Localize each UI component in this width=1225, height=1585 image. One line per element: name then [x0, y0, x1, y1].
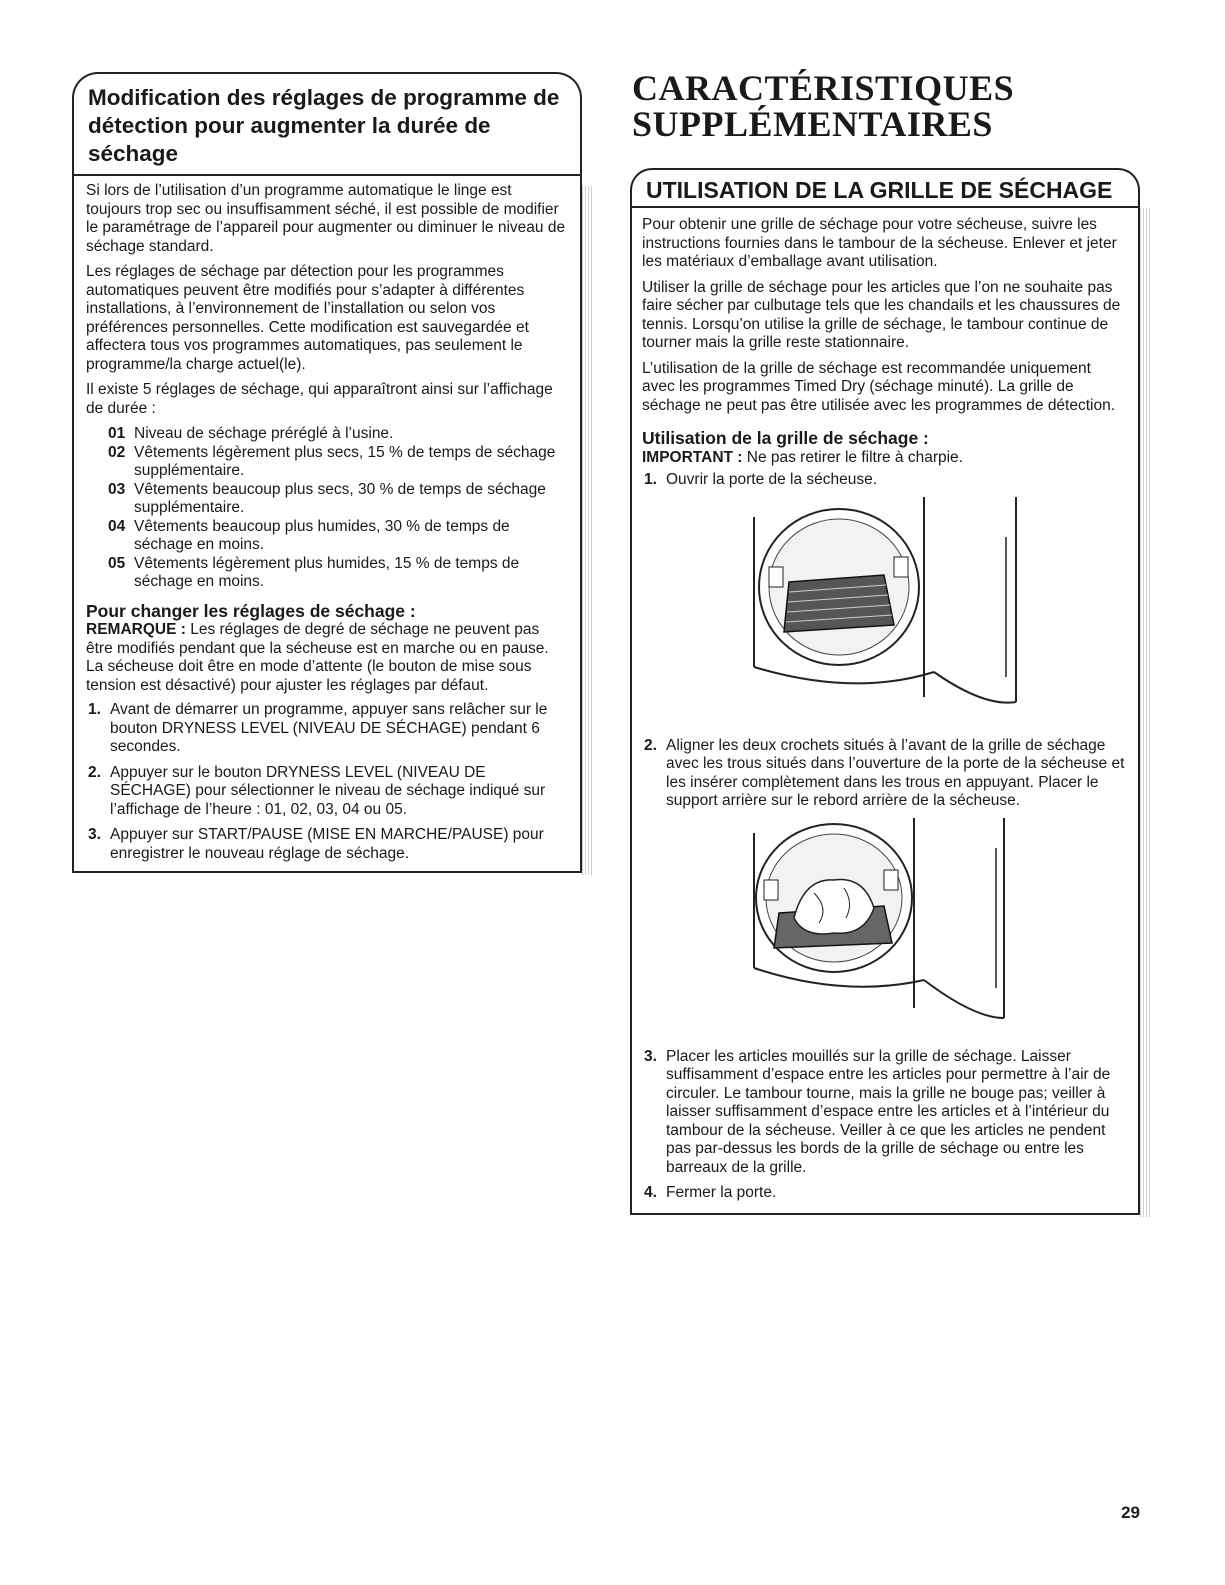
level-text: Vêtements légèrement plus humides, 15 % de temps de séchage en moins.: [134, 554, 520, 590]
dryer-open-door-illustration: [642, 497, 1126, 727]
section-header: [72, 72, 582, 174]
important-label: IMPORTANT :: [642, 448, 743, 466]
list-item: [108, 481, 568, 518]
step-number: 1.: [88, 701, 101, 718]
step-number: 2.: [644, 736, 657, 754]
subheading: Utilisation de la grille de séchage :: [642, 428, 929, 448]
step-number: 2.: [88, 763, 101, 781]
step-list: [86, 701, 568, 863]
step-text: Avant de démarrer un programme, appuyer sans relâcher sur le bouton DRYNESS LEVEL (NIVEAU DE SÉCHAGE) pendant 6 secondes.: [110, 701, 548, 755]
shadow-decoration: [1140, 208, 1150, 1217]
additional-features-section: [620, 70, 1140, 1215]
paragraph: Il existe 5 réglages de séchage, qui apparaîtront ainsi sur l’affichage de durée :: [86, 381, 553, 417]
level-code: 04: [108, 517, 126, 535]
list-item: [86, 826, 568, 863]
step-text: Placer les articles mouillés sur la grille de séchage. Laisser suffisamment d’espace entre les articles pour permettre à l’air de circuler. Le tambour tourne, mais la grille ne bouge pas; veiller à laisser suffisamment d’espace entre les articles et à l’intérieur du tambour de la sécheuse. Veiller à ce que les articles ne pendent pas par-dessus les bords de la grille de séchage ou entre les barreaux de la grille.: [666, 1047, 1111, 1176]
list-item: [642, 471, 1126, 490]
list-item: [108, 518, 568, 555]
level-code: 03: [108, 480, 126, 498]
step-number: 3.: [644, 1047, 657, 1065]
section-body: [72, 174, 582, 873]
title-line: CARACTÉRISTIQUES: [632, 68, 1015, 108]
dryness-settings-section: [72, 72, 582, 873]
level-text: Vêtements beaucoup plus humides, 30 % de temps de séchage en moins.: [134, 517, 510, 553]
section-body: [630, 206, 1140, 1215]
shadow-decoration: [582, 186, 594, 875]
step-number: 1.: [644, 471, 657, 488]
list-item: [86, 701, 568, 757]
section-title: UTILISATION DE LA GRILLE DE SÉCHAGE: [646, 177, 1113, 203]
list-item: [86, 764, 568, 820]
title-line: SUPPLÉMENTAIRES: [632, 104, 993, 144]
paragraph: Pour obtenir une grille de séchage pour votre sécheuse, suivre les instructions fournies dans le tambour de la sécheuse. Enlever et jeter les matériaux d’emballage avant utilisation.: [642, 216, 1117, 270]
list-item: [642, 737, 1126, 811]
level-code: 05: [108, 554, 126, 572]
list-item: [642, 1184, 1126, 1203]
note-label: REMARQUE :: [86, 621, 186, 638]
page-title: [632, 70, 1140, 142]
step-number: 4.: [644, 1184, 657, 1201]
step-text: Ouvrir la porte de la sécheuse.: [666, 471, 878, 488]
list-item: [108, 555, 568, 592]
paragraph: Utiliser la grille de séchage pour les articles que l’on ne souhaite pas faire sécher par culbutage tels que les chandails et les chaussures de tennis. Lorsqu’on utilise la grille de séchage, le tambour continue de tourner mais la grille reste stationnaire.: [642, 278, 1121, 351]
level-text: Vêtements beaucoup plus secs, 30 % de temps de séchage supplémentaire.: [134, 480, 546, 516]
list-item: [108, 444, 568, 481]
step-text: Appuyer sur le bouton DRYNESS LEVEL (NIVEAU DE SÉCHAGE) pour sélectionner le niveau de séchage indiqué sur l’affichage de l’heure : 01, 02, 03, 04 ou 05.: [110, 763, 546, 818]
page-number: 29: [1121, 1503, 1140, 1522]
list-item: [642, 1048, 1126, 1178]
paragraph: Les réglages de séchage par détection pour les programmes automatiques peuvent être modifiés pour s’adapter à différentes installations, à l’environnement de l’installation ou selon vos préférences personnelles. Cette modification est sauvegardée et affectera tous vos programmes automatiques, pas seulement le programme/la charge actuel(le).: [86, 263, 529, 373]
section-header: [630, 168, 1140, 206]
dryer-rack-items-illustration: [642, 818, 1126, 1038]
step-text: Fermer la porte.: [666, 1184, 777, 1201]
section-title: Modification des réglages de programme de détection pour augmenter la durée de séchage: [88, 85, 560, 166]
subheading: Pour changer les réglages de séchage :: [86, 600, 416, 621]
level-code: 01: [108, 425, 126, 442]
dryer-rack-illustration: [734, 497, 1034, 727]
note-text: Les réglages de degré de séchage ne peuvent pas être modifiés pendant que la sécheuse est en marche ou en pause. La sécheuse doit être en mode d’attente (le bouton de mise sous tension est désactivé) pour ajuster les réglages par défaut.: [86, 621, 549, 694]
level-text: Vêtements légèrement plus secs, 15 % de temps de séchage supplémentaire.: [134, 443, 556, 479]
dryer-rack-clothes-illustration: [734, 818, 1034, 1038]
important-text: Ne pas retirer le filtre à charpie.: [742, 448, 963, 466]
paragraph: Si lors de l’utilisation d’un programme automatique le linge est toujours trop sec ou insuffisamment séché, il est possible de modifier le paramétrage de l’appareil pour augmenter ou diminuer le niveau de séchage standard.: [86, 182, 566, 255]
note-paragraph: [86, 621, 568, 695]
step-text: Appuyer sur START/PAUSE (MISE EN MARCHE/PAUSE) pour enregistrer le nouveau réglage de séchage.: [110, 826, 544, 862]
step-number: 3.: [88, 826, 101, 843]
paragraph: L’utilisation de la grille de séchage est recommandée uniquement avec les programmes Timed Dry (séchage minuté). La grille de séchage ne peut pas être utilisée avec les programmes de détection.: [642, 359, 1116, 414]
dryness-level-list: [108, 425, 568, 592]
list-item: [108, 425, 568, 444]
step-text: Aligner les deux crochets situés à l’avant de la grille de séchage avec les trous situés dans l’ouverture de la porte de la sécheuse et les insérer complètement dans les trous en appuyant. Placer le support arrière sur le rebord arrière de la sécheuse.: [666, 736, 1125, 809]
level-code: 02: [108, 443, 126, 461]
level-text: Niveau de séchage préréglé à l’usine.: [134, 425, 394, 442]
important-paragraph: [642, 449, 1126, 468]
